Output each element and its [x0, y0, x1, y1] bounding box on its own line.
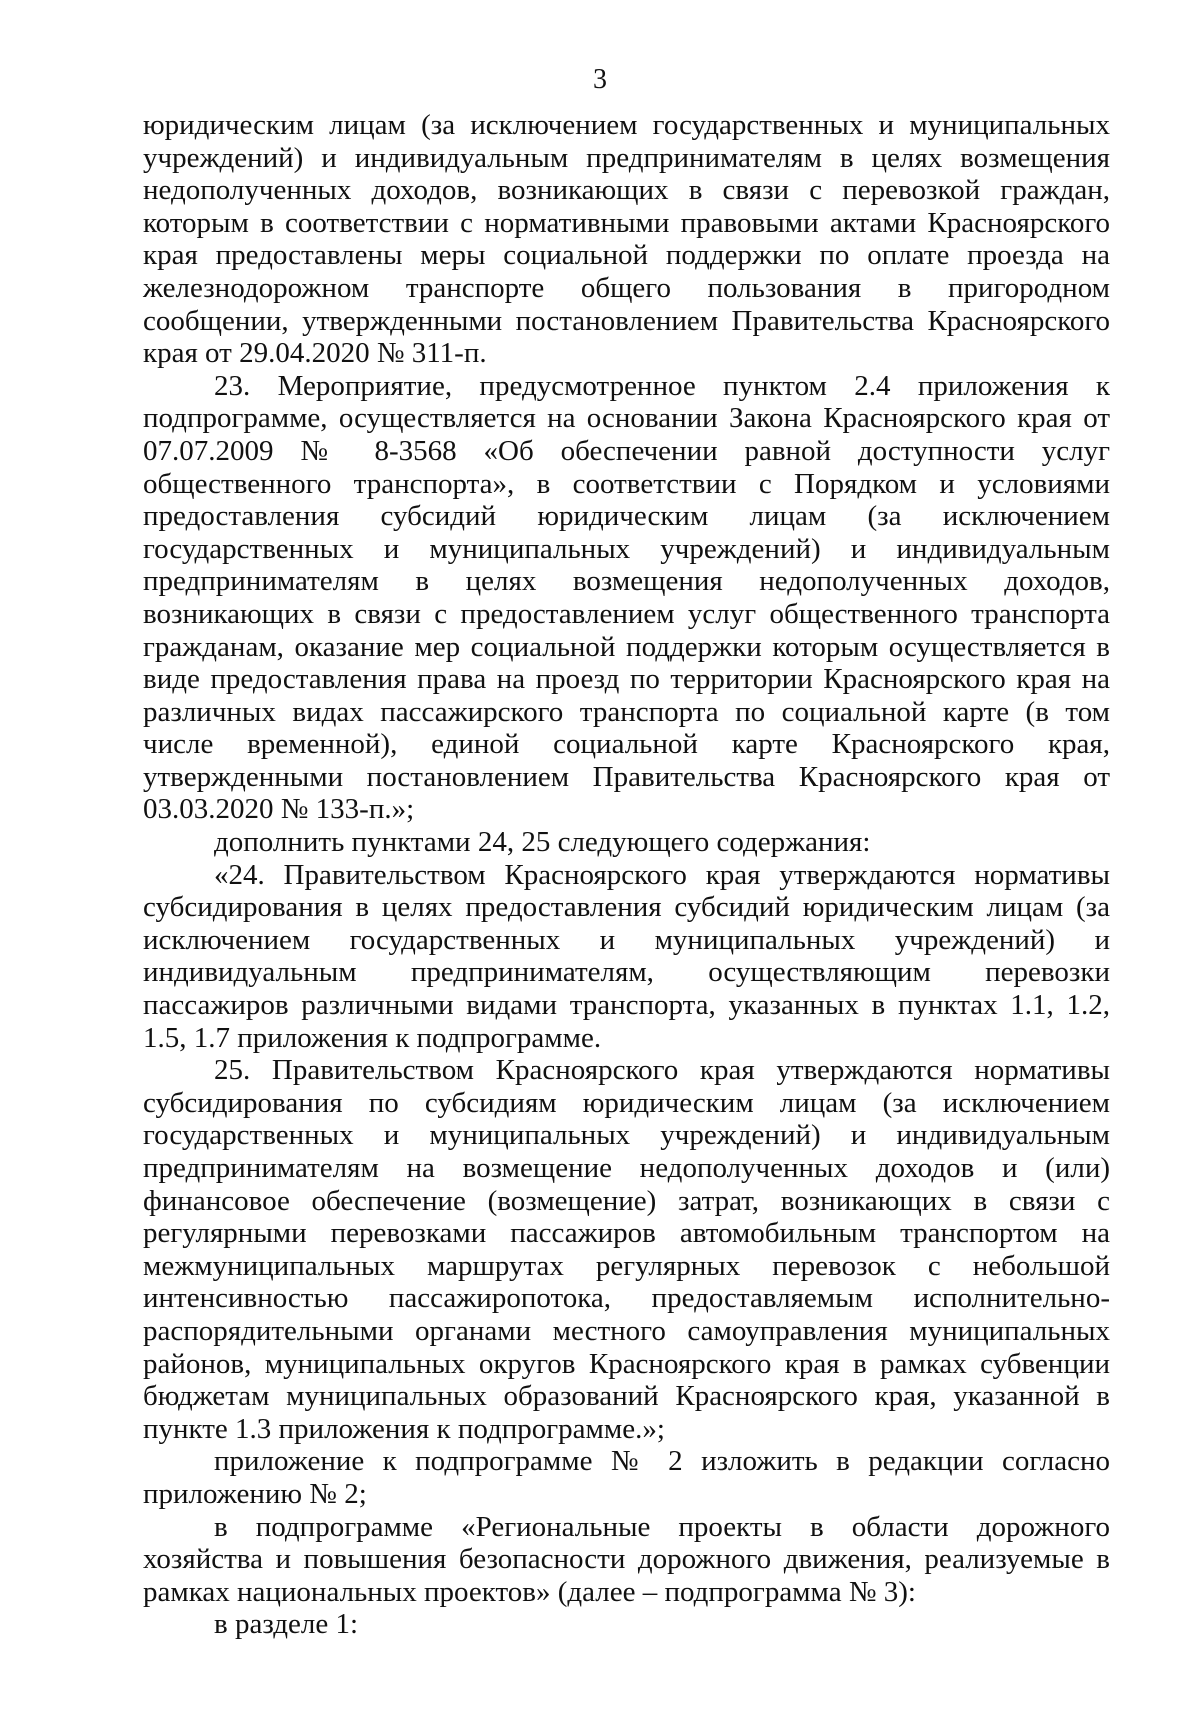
paragraph-continuation: юридическим лицам (за исключением государственных и муниципальных учреждений) и индивидуальным предпринимателям в целях возмещения недополученных доходов, возникающих в связи с перевозкой граждан, которым в соответствии с нормативными правовыми актами Красноярского края предоставлены меры социальной поддержки по оплате проезда на железнодорожном транспорте общего пользования в пригородном сообщении, утвержденными постановлением Правительства Красноярского края от 29.04.2020 № 311-п.: [143, 109, 1110, 370]
paragraph-section-1: в разделе 1:: [214, 1608, 359, 1641]
paragraph-item-25: 25. Правительством Красноярского края утверждаются нормативы субсидирования по субсидиям юридическим лицам (за исключением государственных и муниципальных учреждений) и индивидуальным предпринимателям на возмещение недополученных доходов и (или) финансовое обеспечение (возмещение) затрат, возникающих в связи с регулярными перевозками пассажиров автомобильным транспортом на межмуниципальных маршрутах регулярных перевозок с небольшой интенсивностью пассажиропотока, предоставляемым исполнительно-распорядительными органами местного самоуправления муниципальных районов, муниципальных округов Красноярского края в рамках субвенции бюджетам муниципальных образований Красноярского края, указанной в пункте 1.3 приложения к подпрограмме.»;: [143, 1054, 1110, 1445]
paragraph-item-24: «24. Правительством Красноярского края утверждаются нормативы субсидирования в целях предоставления субсидий юридическим лицам (за исключением государственных и муниципальных учреждений) и индивидуальным предпринимателям, осуществляющим перевозки пассажиров различными видами транспорта, указанных в пунктах 1.1, 1.2, 1.5, 1.7 приложения к подпрограмме.: [143, 858, 1110, 1054]
paragraph-appendix: приложение к подпрограмме № 2 изложить в редакции согласно приложению № 2;: [143, 1445, 1110, 1510]
paragraph-subprogram-3: в подпрограмме «Региональные проекты в области дорожного хозяйства и повышения безопасности дорожного движения, реализуемые в рамках национальных проектов» (далее – подпрограмма № 3):: [143, 1510, 1110, 1608]
document-body: [143, 109, 1110, 1641]
paragraph-item-23: 23. Мероприятие, предусмотренное пунктом 2.4 приложения к подпрограмме, осуществляется на основании Закона Красноярского края от 07.07.2009 № 8-3568 «Об обеспечении равной доступности услуг общественного транспорта», в соответствии с Порядком и условиями предоставления субсидий юридическим лицам (за исключением государственных и муниципальных учреждений) и индивидуальным предпринимателям в целях возмещения недополученных доходов, возникающих в связи с предоставлением услуг общественного транспорта гражданам, оказание мер социальной поддержки которым осуществляется в виде предоставления права на проезд по территории Красноярского края на различных видах пассажирского транспорта по социальной карте (в том числе временной), единой социальной карте Красноярского края, утвержденными постановлением Правительства Красноярского края от 03.03.2020 № 133-п.»;: [143, 369, 1110, 826]
paragraph-add-items: дополнить пунктами 24, 25 следующего содержания:: [214, 826, 871, 859]
page-number: 3: [593, 64, 607, 95]
